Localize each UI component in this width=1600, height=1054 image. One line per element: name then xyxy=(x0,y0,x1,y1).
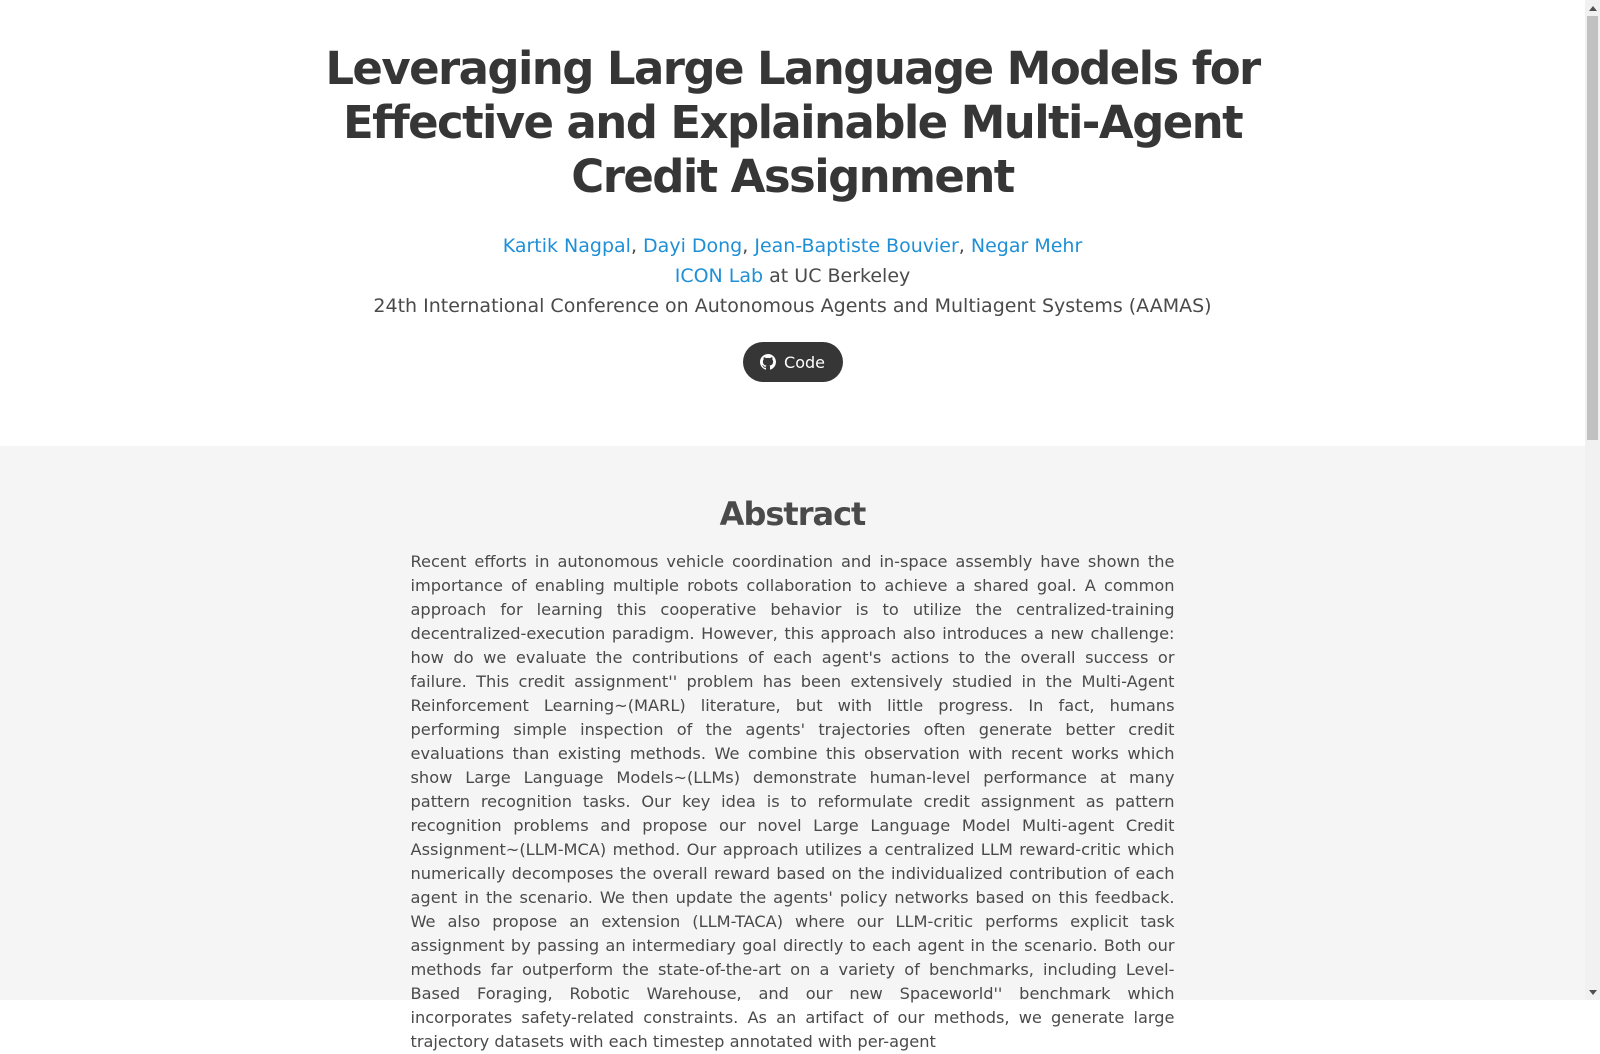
author-separator: , xyxy=(630,235,644,257)
abstract-text: Recent efforts in autonomous vehicle coordination and in-space assembly have shown the importance of enabling multiple robots collaboration to achieve a shared goal. A common approach for learning this cooperative behavior is to utilize the centralized-training decentralized-execution paradigm. However, this approach also introduces a new challenge: how do we evaluate the contributions of each agent's actions to the overall success or failure. This credit assignment'' problem has been extensively studied in the Multi-Agent Reinforcement Learning~(MARL) literature, but with little progress. In fact, humans performing simple inspection of the agents' trajectories often generate better credit evaluations than existing methods. We combine this observation with recent works which show Large Language Models~(LLMs) demonstrate human-level performance at many pattern recognition tasks. Our key idea is to reformulate credit assignment as pattern recognition problems and propose our novel Large Language Model Multi-agent Credit Assignment~(LLM-MCA) method. Our approach utilizes a centralized LLM reward-critic which numerically decomposes the overall reward based on the individualized contribution of each agent in the scenario. We then update the agents' policy networks based on this feedback. We also propose an extension (LLM-TACA) where our LLM-critic performs explicit task assignment by passing an intermediary goal directly to each agent in the scenario. Both our methods far outperform the state-of-the-art on a variety of benchmarks, including Level-Based Foraging, Robotic Warehouse, and our new Spaceworld'' benchmark which incorporates safety-related constraints. As an artifact of our methods, we generate large trajectory datasets with each timestep annotated with per-agent xyxy=(410,552,1175,1051)
venue: 24th International Conference on Autonomous Agents and Multiagent Systems (AAMAS) xyxy=(373,295,1212,317)
vertical-scrollbar[interactable] xyxy=(1585,0,1600,1000)
affiliation xyxy=(0,261,1585,291)
code-button-label: Code xyxy=(784,352,825,372)
lab-link[interactable]: ICON Lab xyxy=(674,265,764,287)
github-icon xyxy=(760,354,776,370)
affiliation-suffix: at UC Berkeley xyxy=(763,265,911,287)
code-button[interactable] xyxy=(743,342,843,382)
scrollbar-thumb[interactable] xyxy=(1587,16,1598,440)
author-link-jean-baptiste-bouvier[interactable]: Jean-Baptiste Bouvier xyxy=(754,235,959,257)
scroll-down-icon[interactable] xyxy=(1585,985,1600,1000)
hero-section xyxy=(0,0,1585,446)
abstract-heading: Abstract xyxy=(719,495,866,533)
page-title: Leveraging Large Language Models for Effective and Explainable Multi-Agent Credit Assignment xyxy=(325,42,1260,203)
author-link-negar-mehr[interactable]: Negar Mehr xyxy=(970,235,1083,257)
author-separator: , xyxy=(742,235,755,257)
author-list xyxy=(0,231,1585,261)
author-link-kartik-nagpal[interactable]: Kartik Nagpal xyxy=(502,235,631,257)
author-separator: , xyxy=(958,235,971,257)
author-link-dayi-dong[interactable]: Dayi Dong xyxy=(643,235,743,257)
scroll-up-icon[interactable] xyxy=(1585,0,1600,15)
abstract-section xyxy=(0,446,1585,1051)
